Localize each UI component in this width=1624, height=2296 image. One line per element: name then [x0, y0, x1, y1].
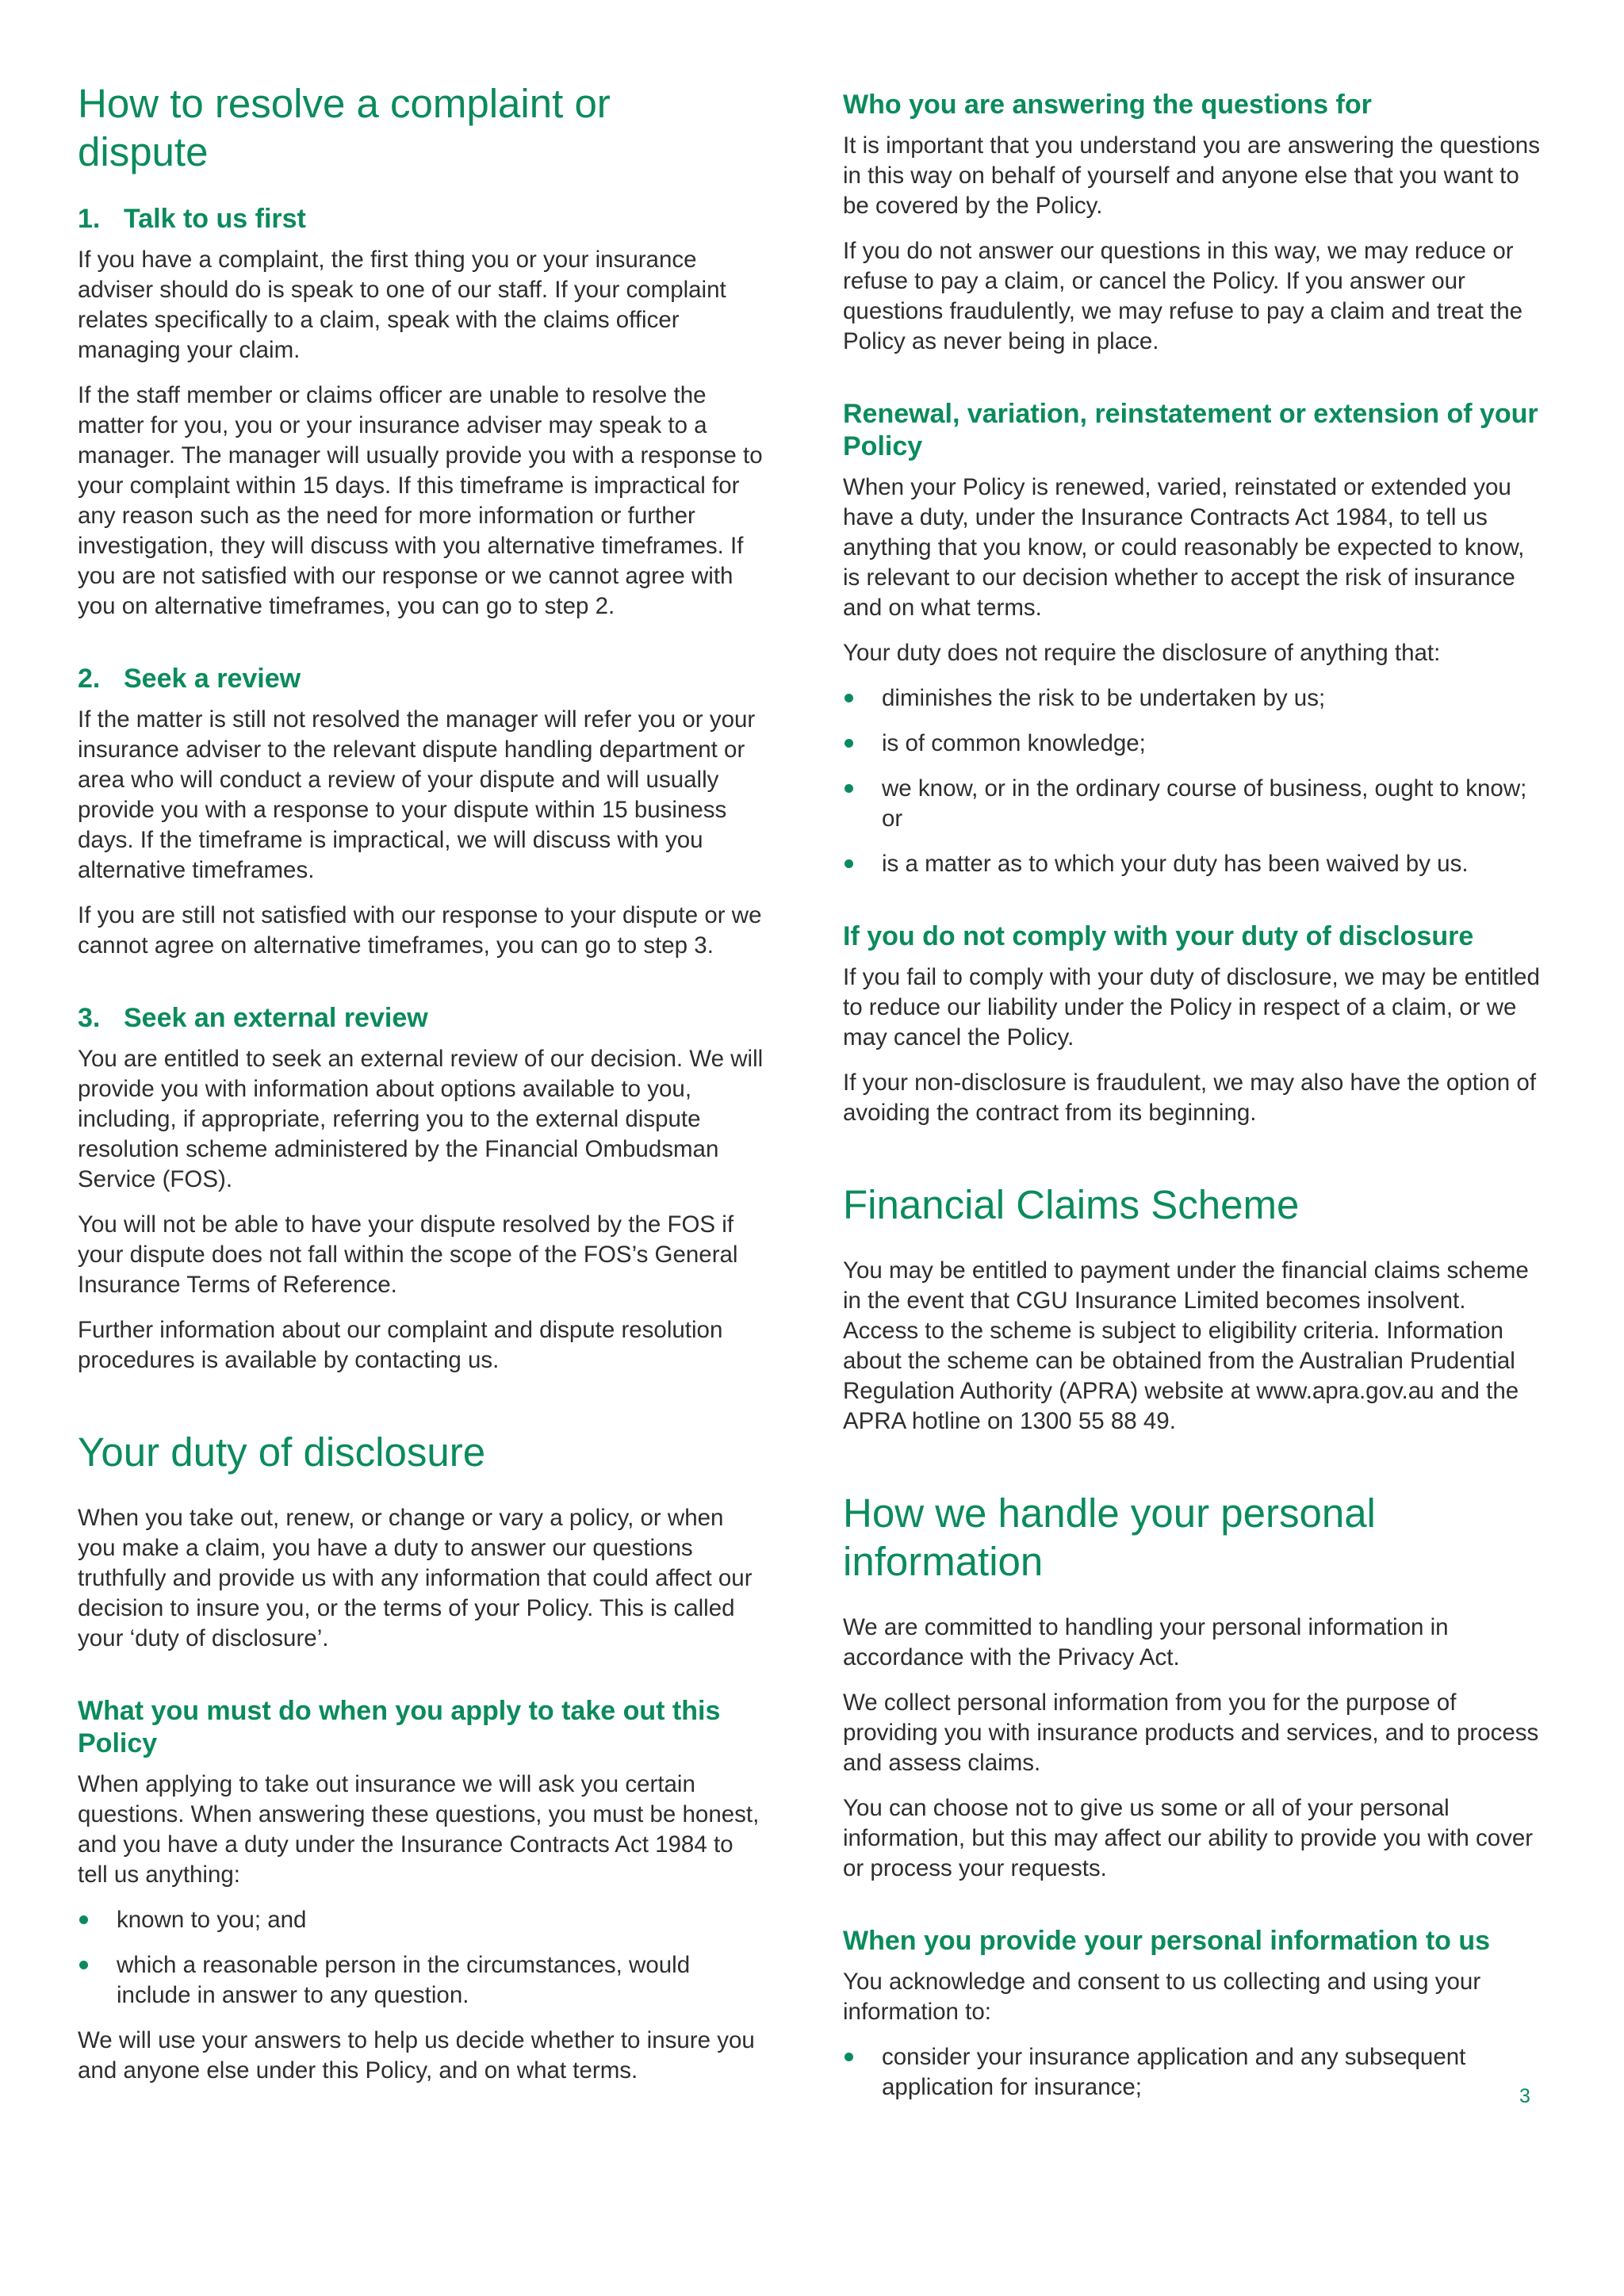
step-1-number: 1. [78, 204, 101, 234]
step-1-heading-text: Talk to us first [124, 204, 306, 234]
noncomply-subsection [843, 920, 1541, 1128]
list-item-text: is a matter as to which your duty has been waived by us. [882, 851, 1469, 877]
step-3-paragraph: Further information about our complaint and dispute resolution procedures is available by contacting us. [78, 1317, 723, 1373]
list-item [843, 849, 1541, 879]
page-number: 3 [1519, 2085, 1530, 2107]
list-item [78, 1905, 764, 1935]
step-1-paragraph: If you have a complaint, the first thing you or your insurance adviser should do is speak to one of our staff. If your complaint relates specifically to a claim, speak with the claims officer managing your claim. [78, 247, 726, 363]
apply-paragraph: We will use your answers to help us decide whether to insure you and anyone else under this Policy, and on what terms. [78, 2027, 755, 2084]
noncomply-heading: If you do not comply with your duty of disclosure [843, 921, 1474, 951]
step-1-heading [78, 203, 764, 235]
who-paragraph: It is important that you understand you are answering the questions in this way on behalf of yourself and anyone else that you want to be covered by the Policy. [843, 132, 1540, 219]
step-2-paragraph: If the matter is still not resolved the manager will refer you or your insurance adviser to the relevant dispute handling department or area who will conduct a review of your dispute and will usually provide you with a response to your dispute within 15 business days. If the timeframe is impractical, we will discuss with you alternative timeframes. [78, 706, 756, 883]
complaint-title: How to resolve a complaint or dispute [78, 81, 611, 174]
step-2-paragraph: If you are still not satisfied with our response to your dispute or we cannot agree on alternative timeframes, you can go to step 3. [78, 902, 762, 959]
list-item [843, 774, 1541, 834]
who-paragraph: If you do not answer our questions in this way, we may reduce or refuse to pay a claim, or cancel the Policy. If you answer our questions fraudulently, we may refuse to pay a claim and treat the Policy as never being in place. [843, 238, 1523, 354]
disclosure-title: Your duty of disclosure [78, 1429, 486, 1475]
apply-subsection [78, 1695, 764, 2086]
provide-paragraph: You acknowledge and consent to us collecting and using your information to: [843, 1969, 1481, 2025]
bullet-icon [79, 1915, 88, 1924]
right-column [843, 89, 1541, 2118]
renewal-paragraph: Your duty does not require the disclosure of anything that: [843, 640, 1441, 666]
step-1-paragraph: If the staff member or claims officer are unable to resolve the matter for you, you or your insurance adviser may speak to a manager. The manager will usually provide you with a response to your complaint within 15 days. If this timeframe is impractical for any reason such as the need for more information or further investigation, they will discuss with you alternative timeframes. If you are not satisfied with our response or we cannot agree with you on alternative timeframes, you can go to step 2. [78, 382, 763, 619]
who-heading: Who you are answering the questions for [843, 90, 1372, 120]
list-item-text: which a reasonable person in the circumstances, would include in answer to any question. [117, 1952, 691, 2008]
apply-heading: What you must do when you apply to take out this Policy [78, 1696, 721, 1758]
privacy-title: How we handle your personal information [843, 1490, 1376, 1584]
noncomply-paragraph: If your non-disclosure is fraudulent, we may also have the option of avoiding the contract from its beginning. [843, 1070, 1537, 1126]
step-3-heading [78, 1002, 764, 1035]
provide-heading: When you provide your personal information to us [843, 1926, 1491, 1956]
step-2-heading [78, 663, 764, 695]
disclosure-section [78, 1428, 764, 2086]
list-item-text: known to you; and [117, 1907, 307, 1933]
fcs-title: Financial Claims Scheme [843, 1182, 1300, 1227]
bullet-icon [845, 784, 853, 793]
fcs-paragraph: You may be entitled to payment under the financial claims scheme in the event that CGU Insurance Limited becomes insolvent. Access to the scheme is subject to eligibility criteria. Information about the scheme can be obtained from the Australian Prudential Regulation Authority (APRA) website at www.apra.gov.au and the APRA hotline on 1300 55 88 49. [843, 1257, 1529, 1434]
step-3-paragraph: You are entitled to seek an external review of our decision. We will provide you with information about options available to you, including, if appropriate, referring you to the external dispute resolution scheme administered by the Financial Ombudsman Service (FOS). [78, 1046, 764, 1192]
list-item-text: diminishes the risk to be undertaken by us; [882, 685, 1326, 711]
privacy-section [843, 1489, 1541, 2103]
left-column [78, 79, 764, 2101]
renewal-paragraph: When your Policy is renewed, varied, reinstated or extended you have a duty, under the Insurance Contracts Act 1984, to tell us anything that you know, or could reasonably be expected to know, is relevant to our decision whether to accept the risk of insurance and on what terms. [843, 474, 1525, 621]
provide-subsection [843, 1925, 1541, 2103]
bullet-icon [845, 739, 853, 748]
renewal-subsection [843, 398, 1541, 879]
bullet-icon [845, 2053, 853, 2061]
list-item [843, 2042, 1541, 2103]
list-item-text: we know, or in the ordinary course of business, ought to know; or [882, 775, 1527, 832]
noncomply-paragraph: If you fail to comply with your duty of disclosure, we may be entitled to reduce our liability under the Policy in respect of a claim, or we may cancel the Policy. [843, 964, 1540, 1050]
list-item-text: consider your insurance application and any subsequent application for insurance; [882, 2044, 1466, 2100]
privacy-paragraph: We are committed to handling your personal information in accordance with the Privacy Act. [843, 1614, 1449, 1670]
provide-bullet-list [843, 2042, 1541, 2103]
renewal-heading: Renewal, variation, reinstatement or extension of your Policy [843, 399, 1538, 461]
apply-bullet-list [78, 1905, 764, 2011]
step-3-heading-text: Seek an external review [124, 1003, 428, 1033]
step-1 [78, 203, 764, 622]
privacy-paragraph: You can choose not to give us some or all of your personal information, but this may affect our ability to provide you with cover or process your requests. [843, 1795, 1534, 1881]
bullet-icon [79, 1961, 88, 1969]
list-item-text: is of common knowledge; [882, 730, 1146, 756]
bullet-icon [845, 859, 853, 868]
step-3-paragraph: You will not be able to have your dispute resolved by the FOS if your dispute does not fall within the scope of the FOS’s General Insurance Terms of Reference. [78, 1211, 738, 1298]
fcs-section [843, 1181, 1541, 1437]
step-3-number: 3. [78, 1003, 101, 1033]
list-item [843, 683, 1541, 714]
disclosure-intro: When you take out, renew, or change or vary a policy, or when you make a claim, you have a duty to answer our questions truthfully and provide us with any information that could affect our decision to insure you, or the terms of your Policy. This is called your ‘duty of disclosure’. [78, 1505, 753, 1651]
list-item [78, 1950, 764, 2011]
list-item [843, 729, 1541, 759]
privacy-paragraph: We collect personal information from you for the purpose of providing you with insurance products and services, and to process and assess claims. [843, 1689, 1539, 1776]
complaint-section [78, 79, 764, 1376]
apply-paragraph: When applying to take out insurance we will ask you certain questions. When answering these questions, you must be honest, and you have a duty under the Insurance Contracts Act 1984 to tell us anything: [78, 1771, 760, 1888]
who-subsection [843, 89, 1541, 357]
step-2-number: 2. [78, 664, 101, 694]
step-3 [78, 1002, 764, 1376]
renewal-bullet-list [843, 683, 1541, 879]
bullet-icon [845, 694, 853, 702]
step-2-heading-text: Seek a review [124, 664, 301, 694]
step-2 [78, 663, 764, 961]
